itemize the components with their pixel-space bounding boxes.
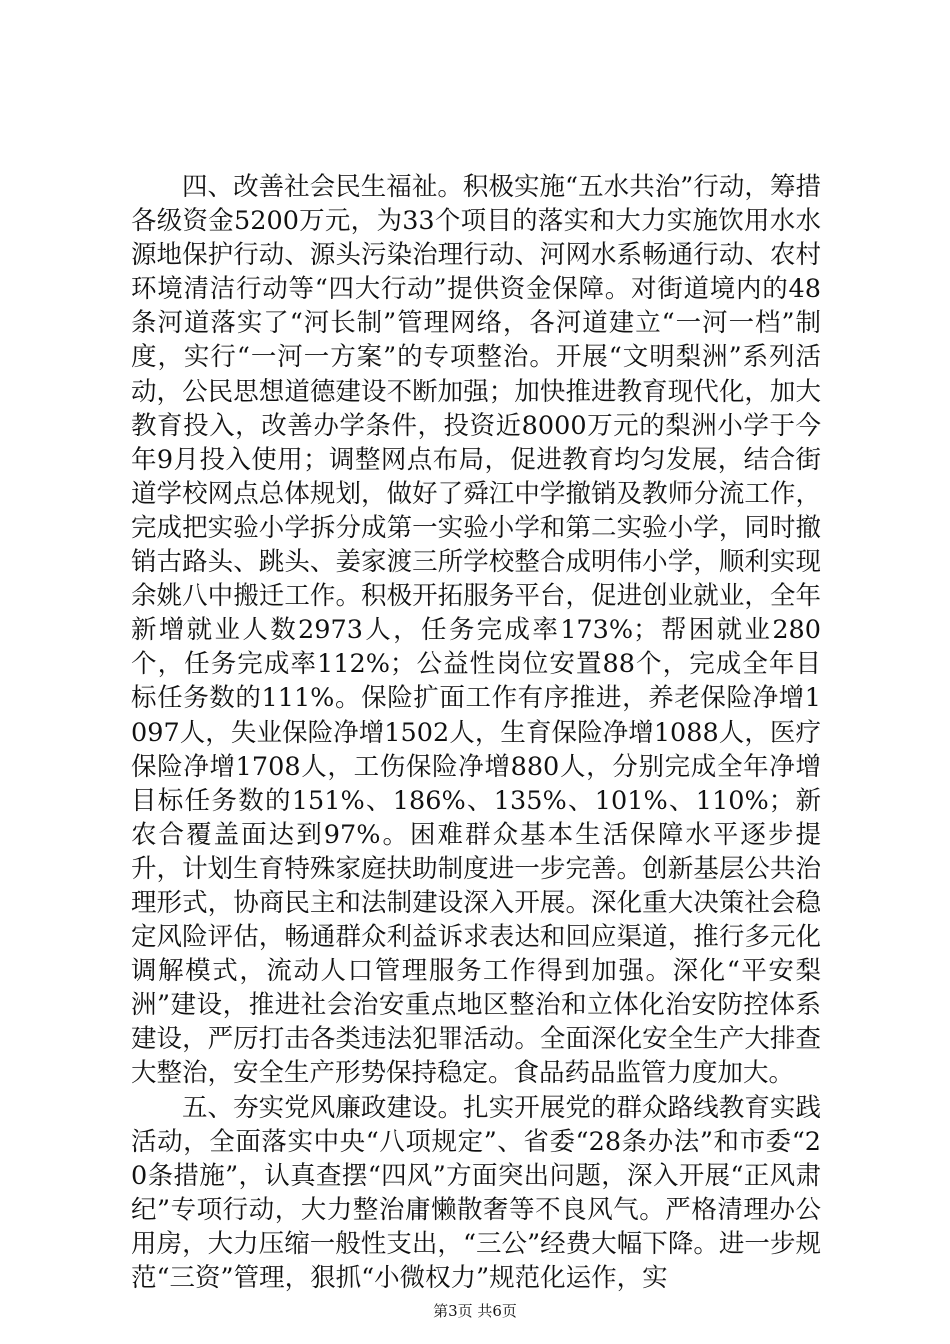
page-footer: 第3页 共6页 — [433, 1302, 517, 1320]
document-body — [131, 170, 821, 1295]
paragraph-party-conduct: 五、夯实党风廉政建设。扎实开展党的群众路线教育实践活动，全面落实中央“八项规定”、省委“28条办法”和市委“20条措施”，认真查摆“四风”方面突出问题，深入开展“正风肃纪”专项行动，大力整治庸懒散奢等不良风气。严格清理办公用房，大力压缩一般性支出，“三公”经费大幅下降。进一步规范“三资”管理，狠抓“小微权力”规范化运作，实 — [131, 1092, 821, 1293]
paragraph-people-livelihood: 四、改善社会民生福祉。积极实施“五水共治”行动，筹措各级资金5200万元，为33个项目的落实和大力实施饮用水水源地保护行动、源头污染治理行动、河网水系畅通行动、农村环境清洁行动等“四大行动”提供资金保障。对街道境内的48条河道落实了“河长制”管理网络，各河道建立“一河一档”制度，实行“一河一方案”的专项整治。开展“文明梨洲”系列活动，公民思想道德建设不断加强；加快推进教育现代化，加大教育投入，改善办学条件，投资近8000万元的梨洲小学于今年9月投入使用；调整网点布局，促进教育均匀发展，结合街道学校网点总体规划，做好了舜江中学撤销及教师分流工作，完成把实验小学拆分成第一实验小学和第二实验小学，同时撤销古路头、跳头、姜家渡三所学校整合成明伟小学，顺利实现余姚八中搬迁工作。积极开拓服务平台，促进创业就业，全年新增就业人数2973人，任务完成率173%；帮困就业280个，任务完成率112%；公益性岗位安置88个，完成全年目标任务数的111%。保险扩面工作有序推进，养老保险净增1097人，失业保险净增1502人，生育保险净增1088人，医疗保险净增1708人，工伤保险净增880人，分别完成全年净增目标任务数的151%、186%、135%、101%、110%；新农合覆盖面达到97%。困难群众基本生活保障水平逐步提升，计划生育特殊家庭扶助制度进一步完善。创新基层公共治理形式，协商民主和法制建设深入开展。深化重大决策社会稳定风险评估，畅通群众利益诉求表达和回应渠道，推行多元化调解模式，流动人口管理服务工作得到加强。深化“平安梨洲”建设，推进社会治安重点地区整治和立体化治安防控体系建设，严厉打击各类违法犯罪活动。全面深化安全生产大排查大整治，安全生产形势保持稳定。食品药品监管力度加大。 — [131, 172, 821, 1089]
